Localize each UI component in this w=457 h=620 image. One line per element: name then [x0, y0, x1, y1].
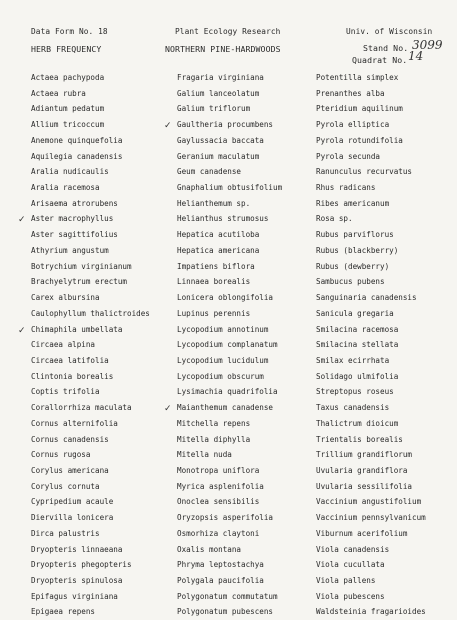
species-item: Geum canadense: [177, 167, 242, 177]
species-item: Dryopteris spinulosa: [31, 576, 123, 585]
species-item: Epifagus virginiana: [31, 591, 118, 601]
species-item: Impatiens biflora: [177, 261, 255, 271]
species-item: Circaea latifolia: [31, 355, 109, 365]
species-item: Dryopteris phegopteris: [31, 560, 132, 570]
species-item: Lonicera oblongifolia: [177, 293, 274, 303]
species-item: Circaea alpina: [31, 340, 96, 350]
species-item: Mitchella repens: [177, 418, 251, 428]
species-item: Hepatica acutiloba: [177, 230, 260, 240]
species-item: Anemone quinquefolia: [31, 135, 123, 145]
species-item: Athyrium angustum: [31, 245, 109, 255]
species-item: Rosa sp.: [316, 214, 353, 224]
species-item: Aralia nudicaulis: [31, 167, 109, 177]
species-item: Aster sagittifolius: [31, 230, 118, 240]
species-item: Sambucus pubens: [316, 277, 385, 287]
species-item: Potentilla simplex: [316, 73, 399, 82]
species-item: Smilax ecirrhata: [316, 355, 390, 365]
species-column-2: [164, 70, 283, 620]
species-item: Gnaphalium obtusifolium: [177, 183, 283, 193]
species-item: Epigaea repens: [31, 607, 96, 617]
quadrat-label: Quadrat No.: [352, 55, 408, 65]
species-item: Rubus (dewberry): [316, 261, 390, 271]
species-item: Cornus rugosa: [31, 450, 91, 460]
species-item: Corylus americana: [31, 465, 109, 475]
species-item: Pyrola elliptica: [316, 120, 390, 130]
species-item: Coptis trifolia: [31, 387, 100, 397]
species-item: Streptopus roseus: [316, 387, 394, 397]
species-item: Viola cucullata: [316, 560, 385, 570]
species-item: Hepatica americana: [177, 245, 260, 255]
check-mark-icon: ✓: [164, 121, 172, 132]
quadrat-number: 14: [408, 49, 424, 63]
species-item: Actaea rubra: [31, 88, 86, 98]
species-item: Rubus parviflorus: [316, 230, 394, 240]
species-item: Viola canadensis: [316, 544, 390, 554]
species-item: Oryzopsis asperifolia: [177, 513, 274, 523]
species-item: Oxalis montana: [177, 544, 242, 554]
species-item: Lycopodium obscurum: [177, 371, 264, 381]
species-item: Clintonia borealis: [31, 371, 114, 381]
species-item: Gaylussacia baccata: [177, 135, 264, 145]
species-item: Actaea pachypoda: [31, 73, 105, 82]
species-item: Osmorhiza claytoni: [177, 528, 260, 538]
species-item: Vaccinium angustifolium: [316, 497, 422, 507]
species-item: Geranium maculatum: [177, 151, 260, 161]
species-item: Uvularia grandiflora: [316, 465, 408, 475]
species-item: Allium tricoccum: [31, 120, 105, 130]
species-item: Solidago ulmifolia: [316, 371, 399, 381]
species-item: Lycopodium annotinum: [177, 324, 269, 334]
species-item: Fragaria virginiana: [177, 73, 264, 82]
species-item: Helianthus strumosus: [177, 214, 269, 224]
species-item: Cornus canadensis: [31, 434, 109, 444]
species-item: Onoclea sensibilis: [177, 497, 260, 507]
species-item: Mitella nuda: [177, 450, 232, 460]
species-item: Smilacina racemosa: [316, 324, 399, 334]
species-item: Chimaphila umbellata ✓: [31, 322, 150, 338]
species-item: Ranunculus recurvatus: [316, 167, 413, 177]
species-column-3: [316, 70, 426, 620]
organization: Plant Ecology Research: [175, 27, 281, 36]
species-item: Cypripedium acaule: [31, 497, 114, 507]
check-mark-icon: ✓: [18, 215, 26, 226]
check-mark-icon: ✓: [164, 404, 172, 415]
species-item: Aster macrophyllus ✓: [31, 211, 150, 227]
species-item: Uvularia sessilifolia: [316, 481, 413, 491]
species-item: Ribes americanum: [316, 198, 390, 208]
species-item: Arisaema atrorubens: [31, 198, 118, 208]
species-item: Viola pubescens: [316, 591, 385, 601]
community-title: NORTHERN PINE-HARDWOODS: [165, 44, 281, 54]
species-item: Polygala paucifolia: [177, 576, 264, 585]
species-item: Sanguinaria canadensis: [316, 293, 417, 303]
species-item: Pteridium aquilinum: [316, 104, 403, 114]
species-item: Galium lanceolatum: [177, 88, 260, 98]
species-item: Lycopodium lucidulum: [177, 355, 269, 365]
species-item: Caulophyllum thalictroides: [31, 308, 150, 318]
species-item: Rhus radicans: [316, 183, 376, 193]
species-item: Smilacina stellata: [316, 340, 399, 350]
stand-label: Stand No.: [363, 43, 409, 53]
species-item: Gaultheria procumbens ✓: [177, 117, 282, 133]
species-item: Lycopodium complanatum: [177, 340, 278, 350]
species-item: Monotropa uniflora: [177, 465, 260, 475]
stand-number: 3099: [412, 38, 443, 52]
species-item: Phryma leptostachya: [177, 560, 264, 570]
species-item: Maianthemum canadense ✓: [177, 400, 282, 416]
species-item: Polygonatum pubescens: [177, 607, 274, 617]
species-item: Aquilegia canadensis: [31, 151, 123, 161]
species-item: Cornus alternifolia: [31, 418, 118, 428]
species-item: Waldsteinia fragarioides: [316, 607, 426, 617]
species-item: Dirca palustris: [31, 528, 100, 538]
species-item: Linnaea borealis: [177, 277, 251, 287]
species-item: Polygonatum commutatum: [177, 591, 278, 601]
frequency-heading: HERB FREQUENCY: [31, 44, 102, 54]
species-item: Rubus (blackberry): [316, 245, 399, 255]
university: Univ. of Wisconsin: [346, 27, 433, 36]
species-item: Botrychium virginianum: [31, 261, 132, 271]
species-item: Trientalis borealis: [316, 434, 403, 444]
species-item: Corylus cornuta: [31, 481, 100, 491]
species-item: Aralia racemosa: [31, 183, 100, 193]
species-item: Thalictrum dioicum: [316, 418, 399, 428]
species-item: Pyrola secunda: [316, 151, 381, 161]
species-item: Lupinus perennis: [177, 308, 251, 318]
species-item: Helianthemum sp.: [177, 198, 251, 208]
species-item: Adiantum pedatum: [31, 104, 105, 114]
species-item: Vaccinium pennsylvanicum: [316, 513, 426, 523]
check-mark-icon: ✓: [18, 325, 26, 336]
species-item: Diervilla lonicera: [31, 513, 114, 523]
species-item: Sanicula gregaria: [316, 308, 394, 318]
species-column-1: [18, 70, 150, 620]
species-item: Lysimachia quadrifolia: [177, 387, 278, 397]
species-item: Brachyelytrum erectum: [31, 277, 128, 287]
species-item: Galium triflorum: [177, 104, 251, 114]
species-item: Carex albursina: [31, 293, 100, 303]
species-item: Pyrola rotundifolia: [316, 135, 403, 145]
species-item: Mitella diphylla: [177, 434, 251, 444]
species-item: Prenanthes alba: [316, 88, 385, 98]
species-item: Corallorrhiza maculata: [31, 403, 132, 413]
species-item: Trillium grandiflorum: [316, 450, 413, 460]
species-item: Taxus canadensis: [316, 403, 390, 413]
species-item: Viburnum acerifolium: [316, 528, 408, 538]
species-item: Dryopteris linnaeana: [31, 544, 123, 554]
form-number: Data Form No. 18: [31, 27, 108, 36]
species-item: Myrica asplenifolia: [177, 481, 264, 491]
species-item: Viola pallens: [316, 576, 376, 585]
